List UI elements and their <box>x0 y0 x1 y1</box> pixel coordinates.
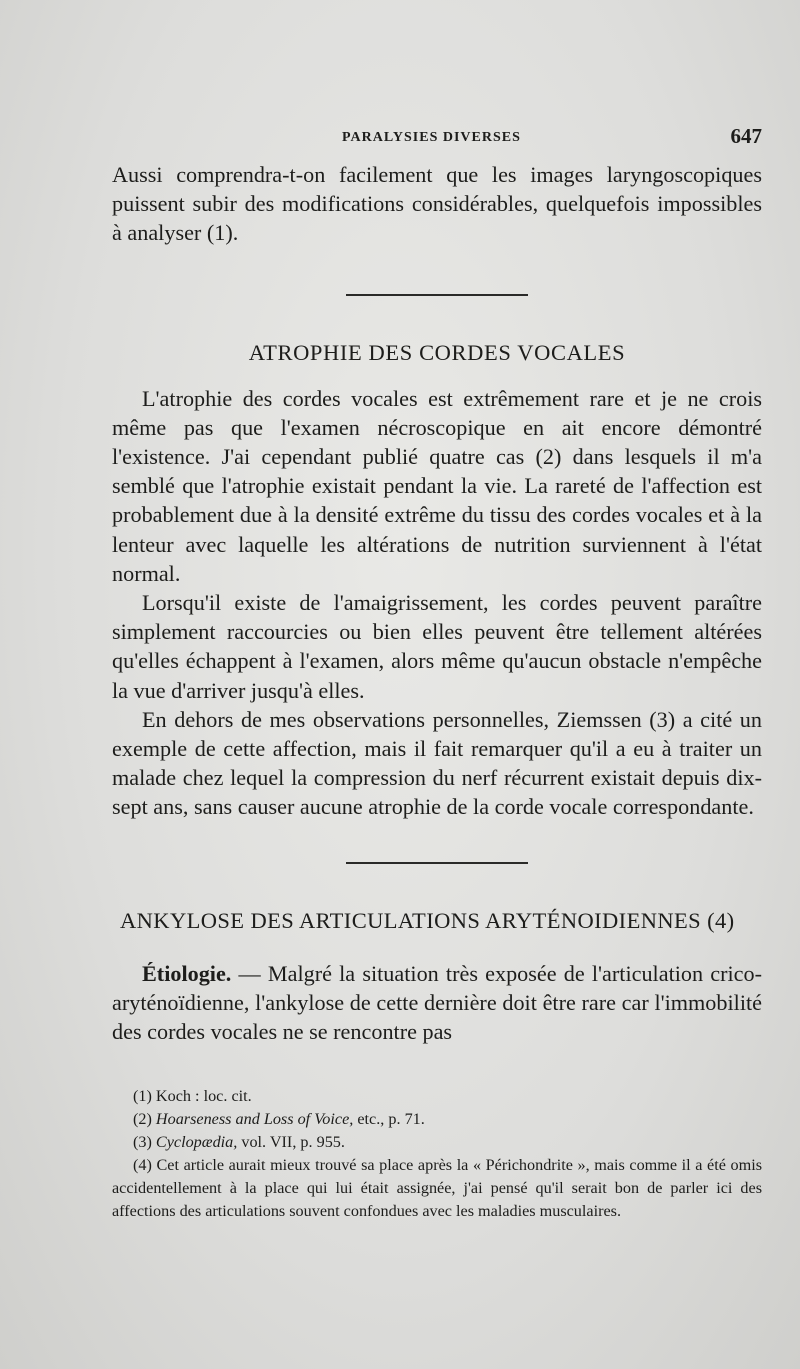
ankylose-paragraph <box>112 959 762 1047</box>
page-number: 647 <box>730 124 762 148</box>
ankylose-text: — Malgré la situation très exposée de l'articulation crico-aryténoïdienne, l'ankylose de cette dernière doit être rare car l'immobilité des cordes vocales ne se rencontre pas <box>112 960 762 1045</box>
footnote-marker: (4) <box>133 1156 152 1175</box>
footnote-title: Cyclopædia, <box>155 1133 238 1152</box>
footnote-1 <box>112 1085 762 1108</box>
page-content <box>112 120 762 1223</box>
footnote-text: etc., p. 71. <box>357 1110 425 1129</box>
running-title: PARALYSIES DIVERSES <box>342 130 521 145</box>
section-title-atrophie: ATROPHIE DES CORDES VOCALES <box>248 339 626 365</box>
footnote-marker: (1) <box>133 1087 152 1106</box>
section-divider <box>346 294 528 296</box>
section-divider <box>346 862 528 864</box>
footnote-4 <box>112 1154 762 1223</box>
footnote-2 <box>112 1108 762 1131</box>
atrophie-paragraph-2: Lorsqu'il existe de l'amaigrissement, les cordes peuvent paraître simplement raccourcies ou bien elles peuvent être tellement altérées qu'elles échappent à l'examen, alors même qu'aucun obstacle n'empêche la vue d'arriver jusqu'à elles. <box>112 590 762 703</box>
footnote-marker: (3) <box>133 1133 152 1152</box>
footnote-title: Hoarseness and Loss of Voice, <box>155 1110 354 1129</box>
footnote-marker: (2) <box>133 1110 152 1129</box>
atrophie-paragraph-1: L'atrophie des cordes vocales est extrêmement rare et je ne crois même pas que l'examen nécroscopique en ait encore démontré l'existence. J'ai cependant publié quatre cas (2) dans lesquels il m'a semblé que l'atrophie existait pendant la vie. La rareté de l'affection est probablement due à la densité extrême du tissu des cordes vocales et à la lenteur avec laquelle les altérations de nutrition surviennent à l'état normal. <box>112 385 762 586</box>
atrophie-paragraph-3: En dehors de mes observations personnelles, Ziemssen (3) a cité un exemple de cette affection, mais il fait remarquer qu'il a eu à traiter un malade chez lequel la compression du nerf récurrent existait depuis dix-sept ans, sans causer aucune atrophie de la corde vocale correspondante. <box>112 706 762 820</box>
section-title-ankylose: ANKYLOSE DES ARTICULATIONS ARYTÉNOIDIENNES (4) <box>120 907 735 933</box>
running-header <box>112 120 762 160</box>
subhead-etiologie: Étiologie. <box>142 960 232 986</box>
footnotes <box>112 1085 762 1223</box>
footnote-text: Koch : loc. cit. <box>155 1087 252 1106</box>
footnote-text: vol. VII, p. 955. <box>241 1133 345 1152</box>
footnote-3 <box>112 1131 762 1154</box>
footnote-text: Cet article aurait mieux trouvé sa place après la « Périchondrite », mais comme il a été omis accidentellement à la place qui lui était assignée, j'ai pensé qu'il serait bon de parler ici des affections des articulations souvent confondues avec les maladies musculaires. <box>112 1156 763 1221</box>
intro-paragraph: Aussi comprendra-t-on facilement que les images laryngoscopiques puissent subir des modifications considérables, quelquefois impossibles à analyser (1). <box>112 162 762 246</box>
